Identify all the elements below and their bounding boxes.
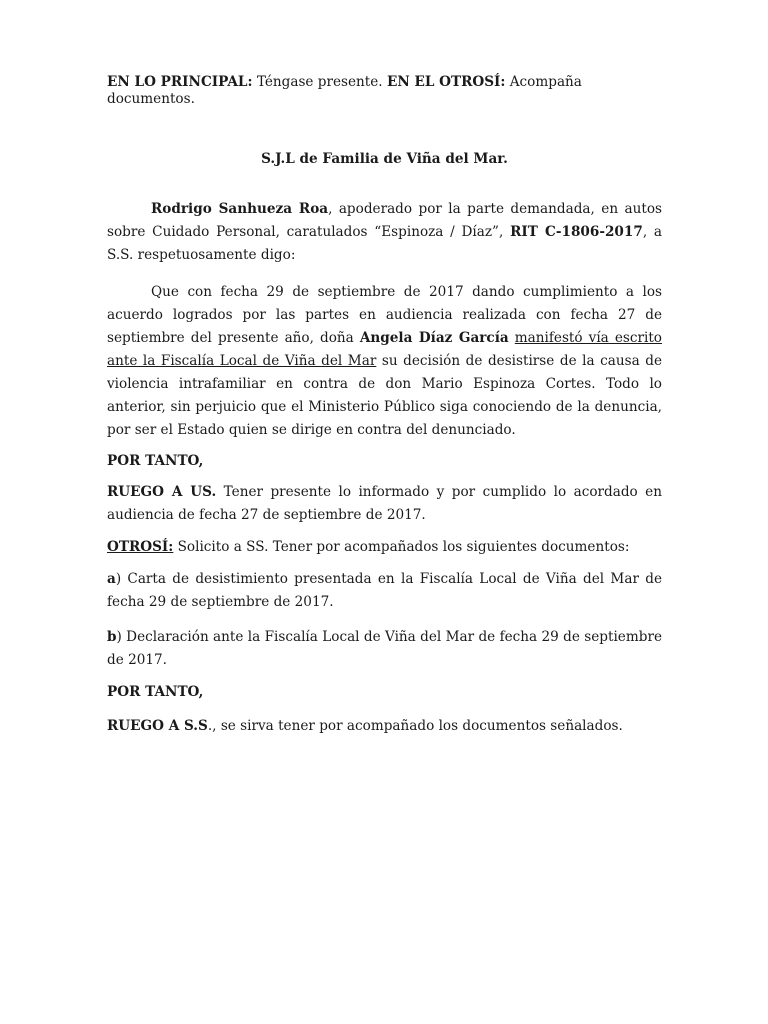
- document-item-b: [107, 626, 662, 672]
- por-tanto-1: POR TANTO,: [107, 453, 204, 469]
- otrosi-heading: OTROSÍ:: [107, 539, 174, 555]
- document-item-a: [107, 568, 662, 614]
- ruego-1-text: Tener presente lo informado y por cumplido lo acordado en audiencia de fecha 27 de septiembre de 2017.: [107, 484, 662, 523]
- otrosi-text: Solicito a SS. Tener por acompañados los siguientes documentos:: [173, 539, 630, 555]
- intro-paragraph: [107, 198, 662, 267]
- ruego-1-label: RUEGO A US.: [107, 484, 217, 500]
- ruego-1: [107, 481, 662, 527]
- body-text-3: su decisión de desistirse de la causa de violencia intrafamiliar en contra de don Mario Espinoza Cortes. Todo lo anterior, sin perjuicio que el Ministerio Público siga conociendo de la denuncia, por ser el Estado quien se dirige en contra del denunciado.: [107, 353, 662, 438]
- item-text: ) Declaración ante la Fiscalía Local de Viña del Mar de fecha 29 de septiembre de 2017.: [107, 629, 662, 668]
- por-tanto-2: POR TANTO,: [107, 684, 204, 700]
- otrosi-label: EN EL OTROSÍ:: [386, 74, 506, 90]
- lawyer-name: Rodrigo Sanhueza Roa: [151, 201, 329, 217]
- tribunal-heading: S.J.L de Familia de Viña del Mar.: [261, 151, 508, 167]
- ruego-2: [107, 718, 662, 735]
- item-text: ) Carta de desistimiento presentada en la Fiscalía Local de Viña del Mar de fecha 29 de septiembre de 2017.: [107, 571, 662, 610]
- document-page: [107, 74, 662, 735]
- intro-text-2: , a S.S. respetuosamente digo:: [107, 224, 663, 263]
- item-letter: a: [107, 571, 116, 587]
- principal-text: Téngase presente.: [252, 74, 387, 90]
- body-paragraph: [107, 281, 662, 442]
- ruego-2-label: RUEGO A S.S: [107, 718, 208, 734]
- otrosi-text: Acompaña documentos.: [107, 74, 582, 107]
- item-letter: b: [107, 629, 117, 645]
- ruego-2-text: ., se sirva tener por acompañado los documentos señalados.: [207, 718, 623, 734]
- underlined-text: manifestó vía escrito ante la Fiscalía Local de Viña del Mar: [107, 330, 662, 369]
- principal-label: EN LO PRINCIPAL:: [107, 74, 253, 90]
- body-text-1: Que con fecha 29 de septiembre de 2017 dando cumplimiento a los acuerdo logrados por las partes en audiencia realizada con fecha 27 de septiembre del presente año, doña: [107, 284, 662, 346]
- sumilla: [107, 74, 662, 108]
- intro-text-1: , apoderado por la parte demandada, en autos sobre Cuidado Personal, caratulados “Espinoza / Díaz”,: [107, 201, 662, 240]
- party-name: Angela Díaz García: [359, 330, 509, 346]
- otrosi-paragraph: [107, 536, 662, 559]
- rit-number: RIT C-1806-2017: [510, 224, 643, 240]
